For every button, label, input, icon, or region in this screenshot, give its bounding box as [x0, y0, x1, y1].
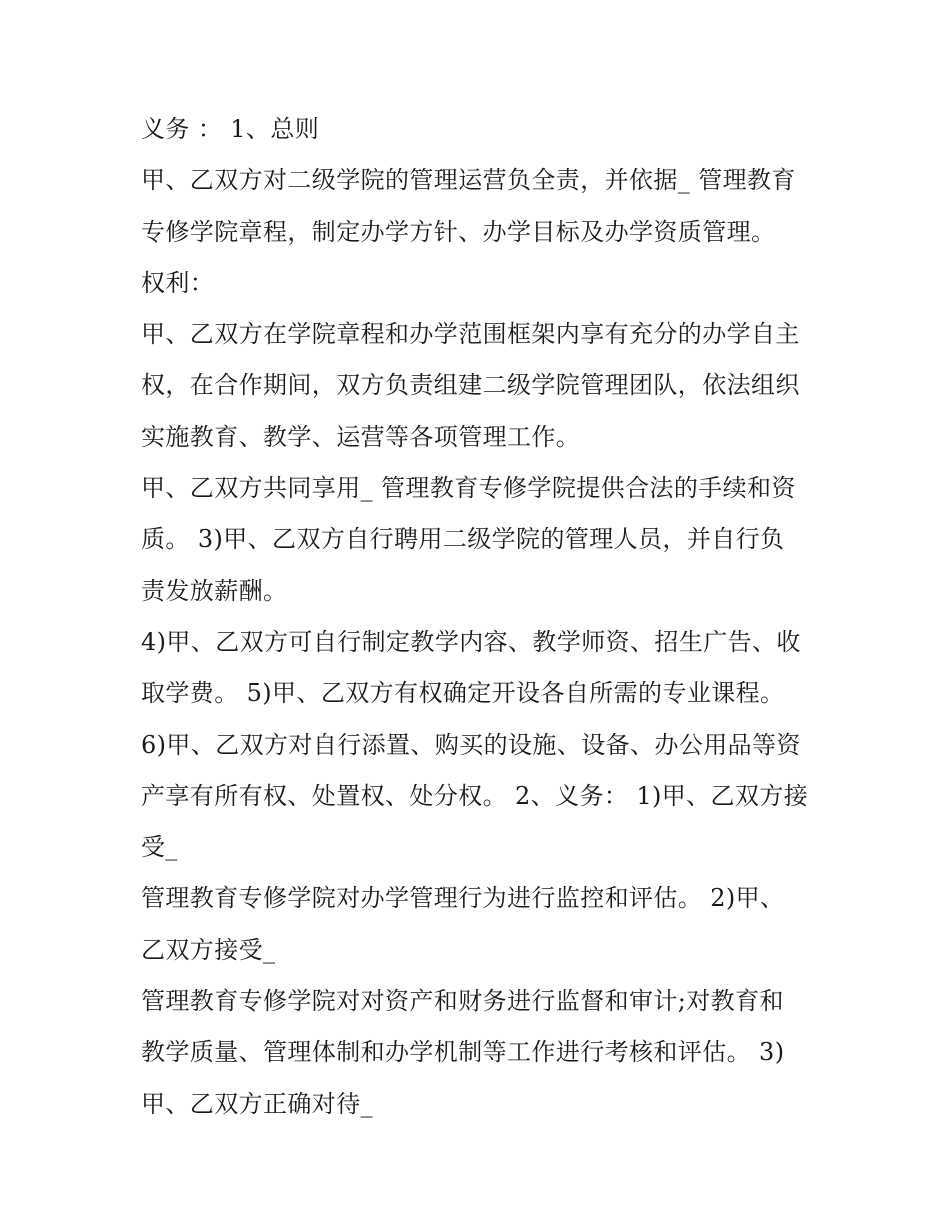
text-line: 权，在合作期间，双方负责组建二级学院管理团队，依法组织 — [141, 371, 800, 400]
text-line: 教学质量、管理体制和办学机制等工作进行考核和评估。 3) — [141, 1038, 785, 1067]
text-line: 4)甲、乙双方可自行制定教学内容、教学师资、招生广告、收 — [141, 627, 801, 656]
text-line: 取学费。 5)甲、乙双方有权确定开设各自所需的专业课程。 — [141, 679, 785, 708]
text-line: 质。 3)甲、乙双方自行聘用二级学院的管理人员，并自行负 — [141, 525, 785, 554]
text-line: 责发放薪酬。 — [141, 576, 288, 605]
text-line: 管理教育专修学院对办学管理行为进行监控和评估。 2)甲、 — [141, 884, 785, 913]
text-line: 6)甲、乙双方对自行添置、购买的设施、设备、办公用品等资 — [141, 730, 801, 759]
text-line: 受_ — [141, 833, 178, 862]
text-line: 义务 ： 1、总则 — [141, 115, 320, 143]
text-line: 乙双方接受_ — [141, 935, 276, 964]
text-line: 实施教育、教学、运营等各项管理工作。 — [141, 422, 581, 451]
text-line: 管理教育专修学院对对资产和财务进行监督和审计;对教育和 — [141, 987, 784, 1016]
text-line: 甲、乙双方在学院章程和办学范围框架内享有充分的办学自主 — [141, 320, 800, 349]
text-line: 权利： — [141, 268, 215, 297]
text-line: 产享有所有权、处置权、处分权。 2、义务： 1)甲、乙双方接 — [141, 781, 809, 810]
text-line: 专修学院章程，制定办学方针、办学目标及办学资质管理。 — [141, 217, 776, 246]
text-line: 甲、乙双方正确对待_ — [141, 1089, 373, 1118]
document-body — [141, 104, 821, 1130]
text-line: 甲、乙双方对二级学院的管理运营负全责，并依据_ 管理教育 — [141, 166, 796, 195]
text-line: 甲、乙双方共同享用_ 管理教育专修学院提供合法的手续和资 — [141, 474, 796, 503]
